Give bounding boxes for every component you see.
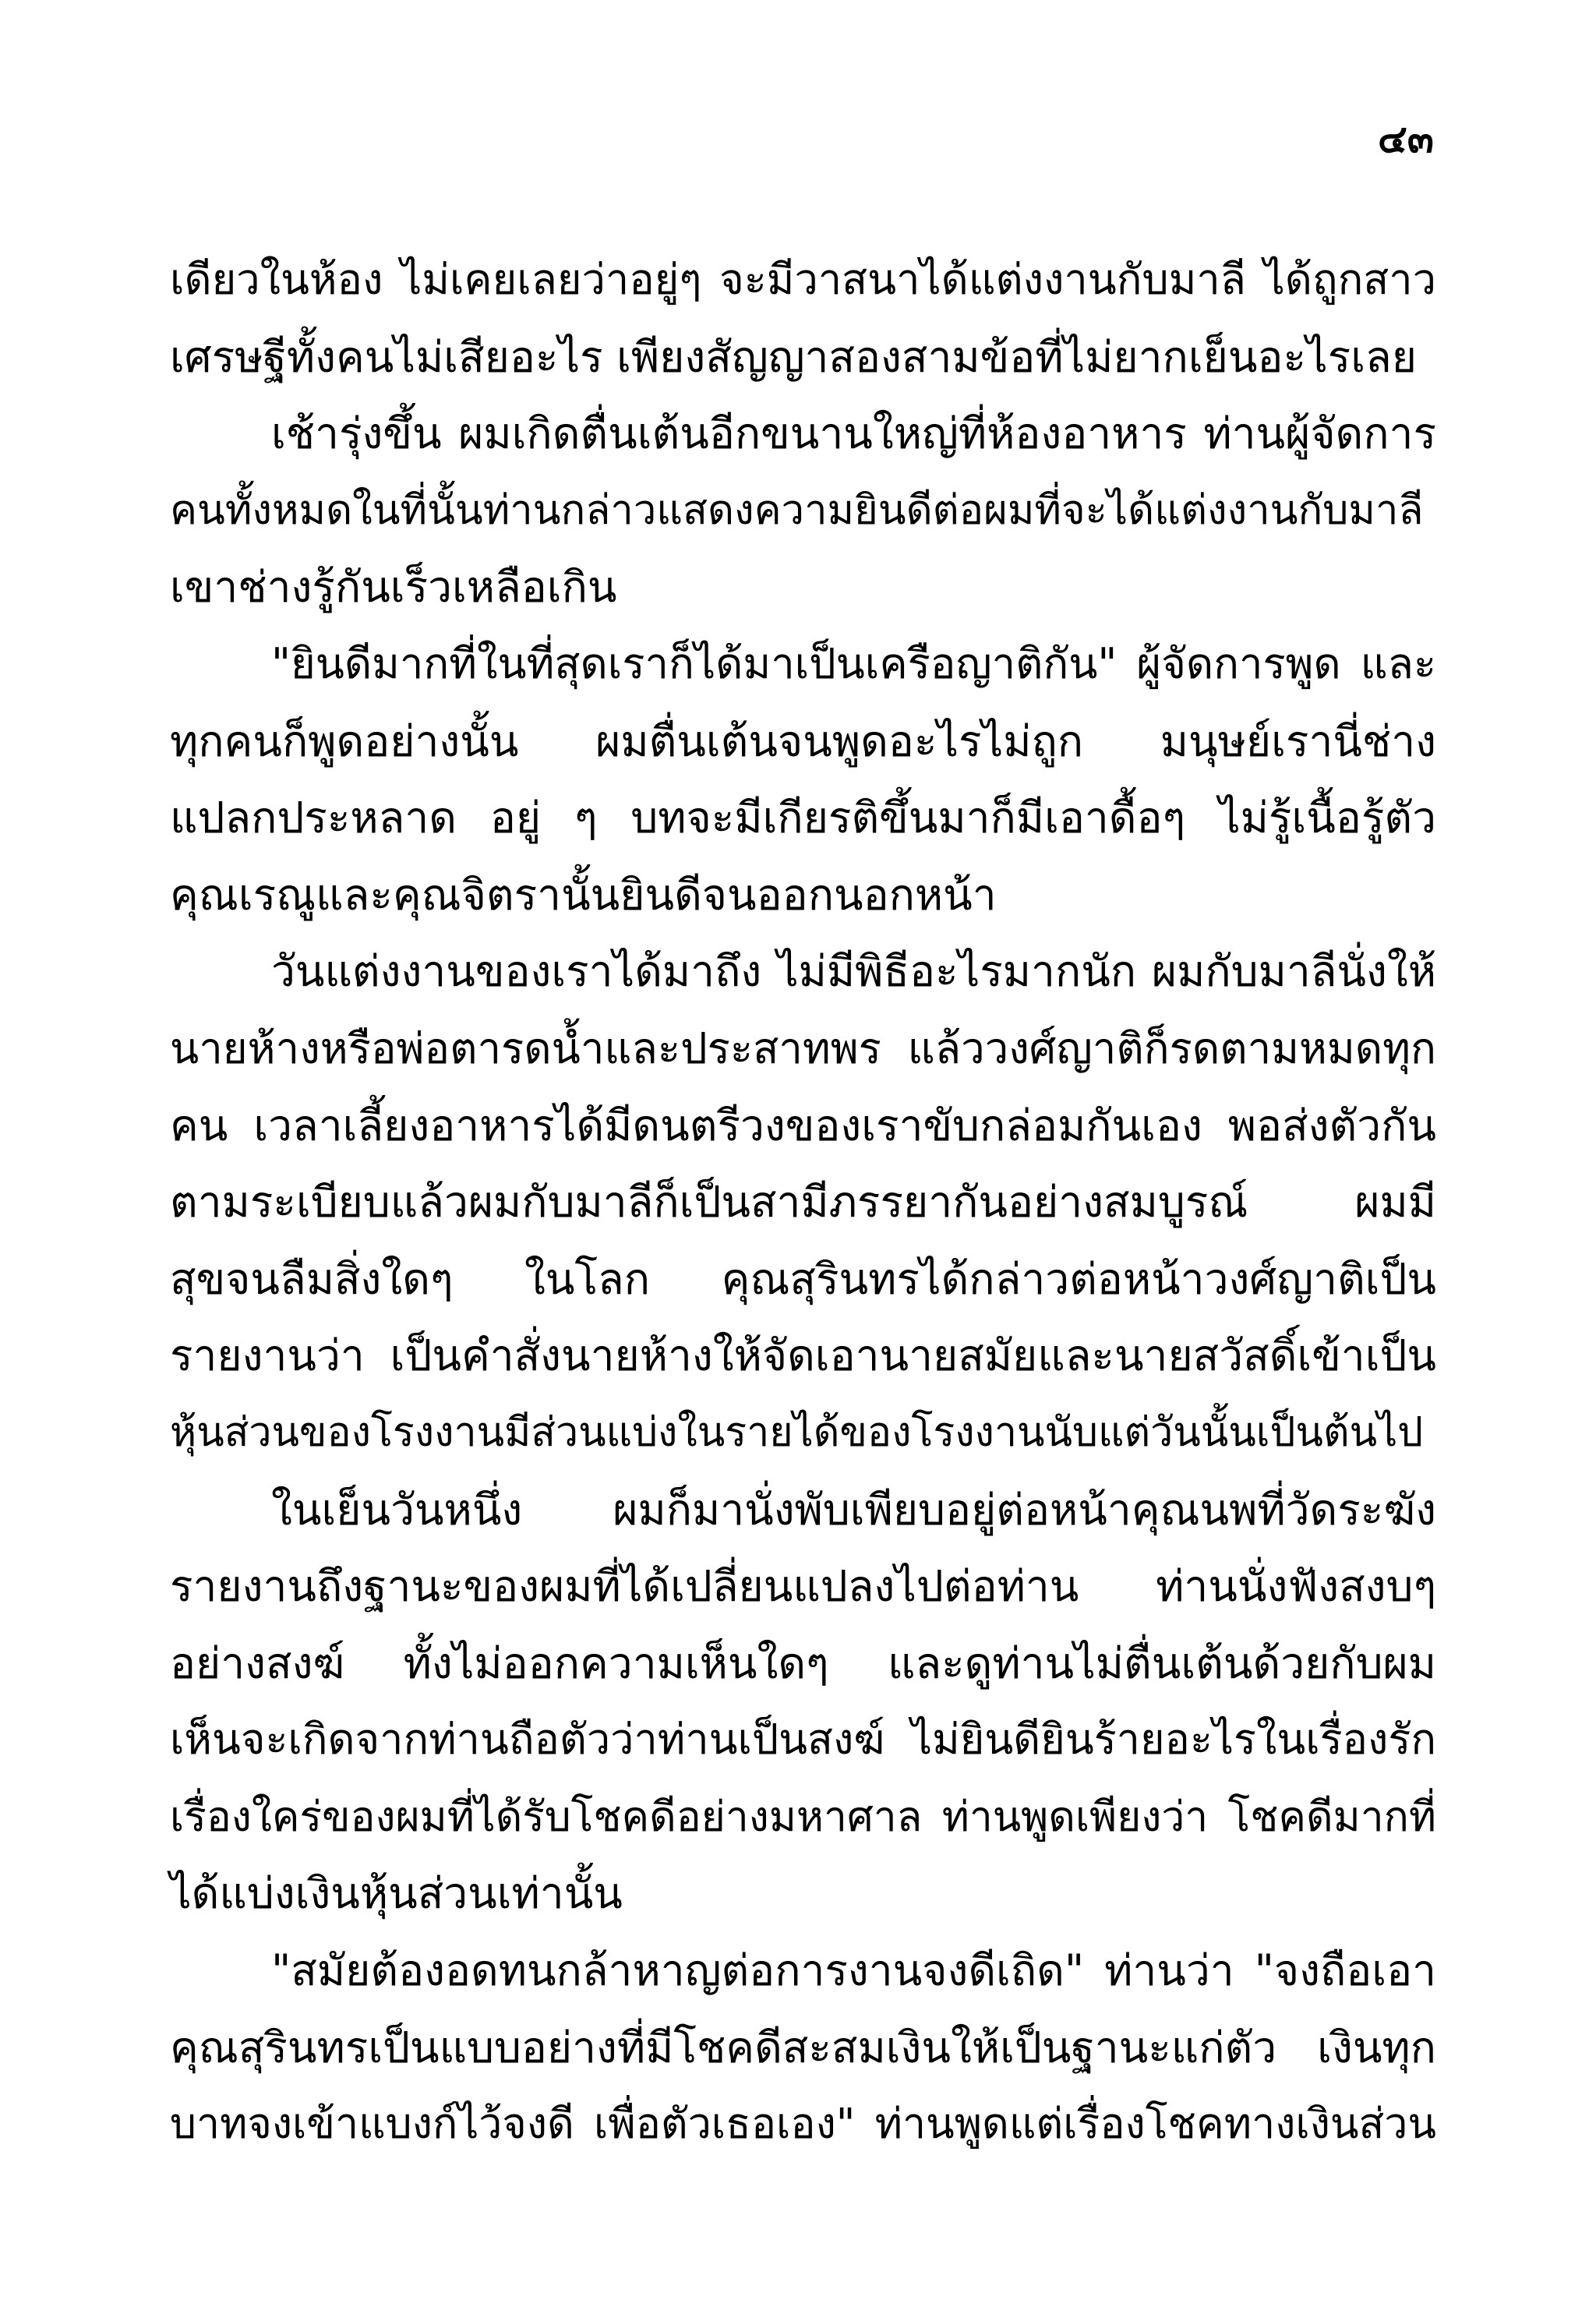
text-line: ทุกคนก็พูดอย่างนั้น ผมตื่นเต้นจนพูดอะไรไม่ถูก มนุษย์เรานี่ช่าง xyxy=(170,715,1436,766)
text-line: เขาช่างรู้กันเร็วเหลือเกิน xyxy=(170,562,617,613)
text-line: เห็นจะเกิดจากท่านถือตัวว่าท่านเป็นสงฆ์ ไม่ยินดียินร้ายอะไรในเรื่องรัก xyxy=(170,1715,1436,1765)
text-line: หุ้นส่วนของโรงงานมีส่วนแบ่งในรายได้ของโรงงานนับแต่วันนั้นเป็นต้นไป xyxy=(170,1408,1424,1456)
paragraph-first-line: "ยินดีมากที่ในที่สุดเราก็ได้มาเป็นเครือญาติกัน" ผู้จัดการพูด และ xyxy=(271,638,1436,688)
text-line: คุณสุรินทรเป็นแบบอย่างที่มีโชคดีสะสมเงินให้เป็นฐานะแก่ตัว เงินทุก xyxy=(170,2022,1436,2072)
text-line: คนทั้งหมดในที่นั้นท่านกล่าวแสดงความยินดีต่อผมที่จะได้แต่งงานกับมาลี xyxy=(170,486,1424,534)
text-line: ตามระเบียบแล้วผมกับมาลีก็เป็นสามีภรรยากันอย่างสมบูรณ์ ผมมี xyxy=(170,1177,1436,1228)
body-text xyxy=(170,242,1436,2163)
text-line: อย่างสงฆ์ ทั้งไม่ออกความเห็นใดๆ และดูท่านไม่ตื่นเต้นด้วยกับผม xyxy=(170,1638,1436,1688)
paragraph-first-line: ในเย็นวันหนึ่ง ผมก็มานั่งพับเพียบอยู่ต่อหน้าคุณนพที่วัดระฆัง xyxy=(271,1484,1436,1535)
text-line: แปลกประหลาด อยู่ ๆ บทจะมีเกียรติขึ้นมาก็มีเอาดื้อๆ ไม่รู้เนื้อรู้ตัว xyxy=(170,793,1436,843)
text-line: คน เวลาเลี้ยงอาหารได้มีดนตรีวงของเราขับกล่อมกันเอง พอส่งตัวกัน xyxy=(170,1100,1436,1150)
text-line: คุณเรณูและคุณจิตรานั้นยินดีจนออกนอกหน้า xyxy=(170,869,997,920)
text-line: เดียวในห้อง ไม่เคยเลยว่าอยู่ๆ จะมีวาสนาได้แต่งงานกับมาลี ได้ถูกสาว xyxy=(170,255,1436,304)
paragraph-first-line: วันแต่งงานของเราได้มาถึง ไม่มีพิธีอะไรมากนัก ผมกับมาลีนั่งให้ xyxy=(271,946,1436,997)
paragraph-first-line: "สมัยต้องอดทนกล้าหาญต่อการงานจงดีเถิด" ท่านว่า "จงถือเอา xyxy=(271,1945,1436,1996)
text-line: รายงานถึงฐานะของผมที่ได้เปลี่ยนแปลงไปต่อท่าน ท่านนั่งฟังสงบๆ xyxy=(170,1561,1436,1612)
text-line: บาทจงเข้าแบงก์ไว้จงดี เพื่อตัวเธอเอง" ท่านพูดแต่เรื่องโชคทางเงินส่วน xyxy=(170,2099,1436,2149)
text-line: เรื่องใคร่ของผมที่ได้รับโชคดีอย่างมหาศาล ท่านพูดเพียงว่า โชคดีมากที่ xyxy=(170,1792,1436,1841)
text-line: นายห้างหรือพ่อตารดน้ำและประสาทพร แล้ววงศ์ญาติก็รดตามหมดทุก xyxy=(170,1023,1436,1073)
text-line: ได้แบ่งเงินหุ้นส่วนเท่านั้น xyxy=(170,1868,623,1919)
page-number: ๔๓ xyxy=(1377,116,1434,161)
text-line: เศรษฐีทั้งคนไม่เสียอะไร เพียงสัญญาสองสามข้อที่ไม่ยากเย็นอะไรเลย xyxy=(170,331,1417,382)
paragraph-first-line: เช้ารุ่งขึ้น ผมเกิดตื่นเต้นอีกขนานใหญ่ที่ห้องอาหาร ท่านผู้จัดการ xyxy=(271,408,1436,459)
text-line: สุขจนลืมสิ่งใดๆ ในโลก คุณสุรินทรได้กล่าวต่อหน้าวงศ์ญาติเป็น xyxy=(170,1253,1436,1304)
text-line: รายงานว่า เป็นคำสั่งนายห้างให้จัดเอานายสมัยและนายสวัสดิ์เข้าเป็น xyxy=(170,1330,1436,1381)
